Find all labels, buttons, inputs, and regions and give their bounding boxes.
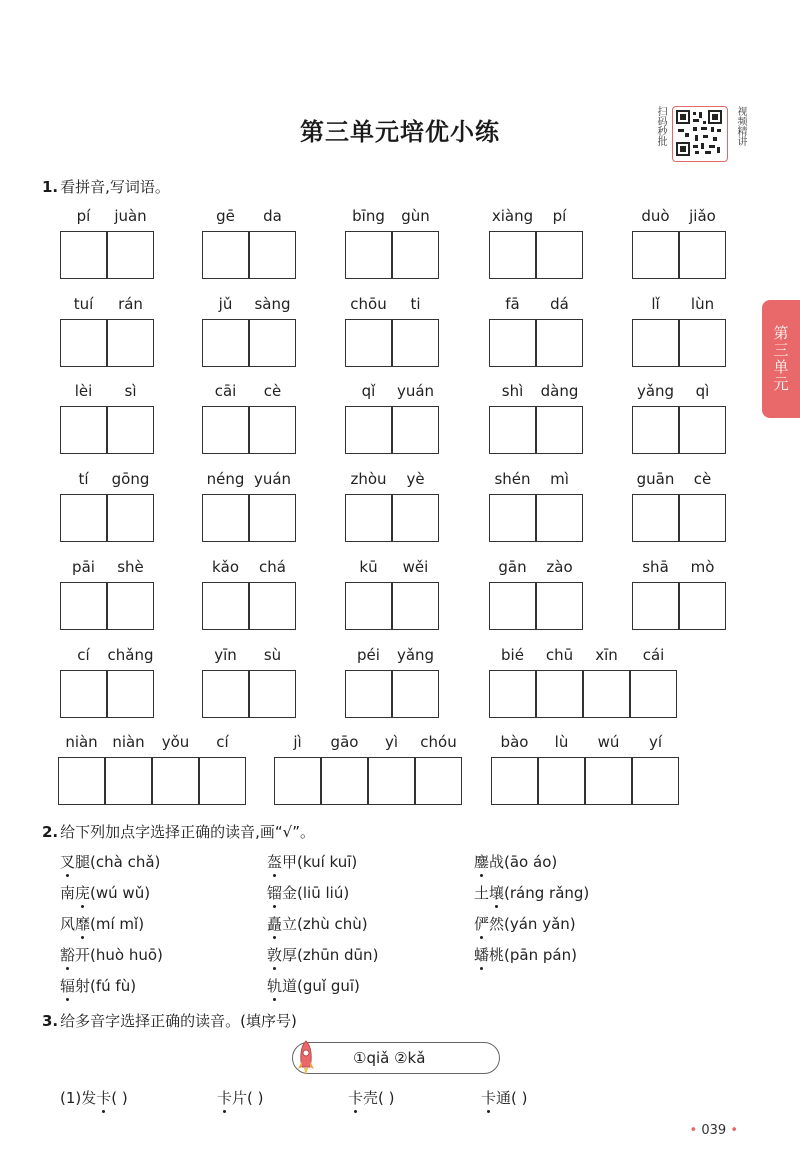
pinyin-label: xiàng	[491, 207, 534, 225]
unit-side-tab: 第三单元	[762, 300, 800, 418]
dotted-character: 鏖	[474, 853, 490, 871]
pinyin-label: lù	[554, 733, 569, 751]
pinyin-label: yīn	[214, 646, 237, 664]
pinyin-label: lèi	[74, 382, 93, 400]
pinyin-label: bié	[501, 646, 524, 664]
polyphone-item: 卡通( )	[481, 1089, 528, 1107]
pinyin-label: pí	[552, 207, 567, 225]
dotted-character: 叉	[60, 853, 76, 871]
pinyin-label: ti	[410, 295, 421, 313]
pinyin-label: kǎo	[211, 558, 240, 576]
pinyin-label: yì	[384, 733, 399, 751]
pinyin-label: yǎng	[636, 382, 675, 400]
pinyin-label: guān	[636, 470, 675, 488]
pronunciation-item: 土壤(ráng rǎng)	[474, 884, 590, 902]
pinyin-label: chǎng	[107, 646, 154, 664]
pronunciation-item: 盔甲(kuí kuī)	[267, 853, 358, 871]
q1-heading-text: 看拼音,写词语。	[60, 178, 170, 196]
pinyin-label: péi	[357, 646, 380, 664]
pinyin-label: cè	[263, 382, 282, 400]
pinyin-label: dàng	[540, 382, 579, 400]
pinyin-label: qì	[695, 382, 710, 400]
qr-right-label: 视频精讲	[735, 106, 746, 146]
pronunciation-item: 蟠桃(pān pán)	[474, 946, 577, 964]
pinyin-label: zào	[546, 558, 573, 576]
pinyin-label: kū	[359, 558, 378, 576]
q3-heading-text: 给多音字选择正确的读音。(填序号)	[60, 1012, 297, 1030]
dotted-character: 卡	[348, 1089, 364, 1107]
polyphone-item: 卡壳( )	[348, 1089, 395, 1107]
pinyin-label: cí	[77, 646, 90, 664]
pinyin-label: shè	[117, 558, 144, 576]
pinyin-label: gōng	[111, 470, 150, 488]
pinyin-label: dá	[550, 295, 569, 313]
pinyin-label: juàn	[114, 207, 147, 225]
dotted-character: 靡	[75, 915, 91, 933]
dotted-character: 卡	[481, 1089, 497, 1107]
pinyin-label: cái	[642, 646, 665, 664]
pinyin-label: lǐ	[651, 295, 660, 313]
pinyin-label: chū	[545, 646, 574, 664]
dotted-character: 豁	[60, 946, 76, 964]
dotted-character: 蟠	[474, 946, 490, 964]
pinyin-label: duò	[641, 207, 670, 225]
q3-number: 3.	[42, 1012, 59, 1030]
dotted-character: 卡	[217, 1089, 233, 1107]
pinyin-label: chōu	[350, 295, 387, 313]
dotted-character: 矗	[267, 915, 283, 933]
pronunciation-item: 敦厚(zhūn dūn)	[267, 946, 379, 964]
pinyin-label: cè	[693, 470, 712, 488]
pinyin-label: tí	[78, 470, 89, 488]
page-number-text: 039	[701, 1123, 727, 1138]
pinyin-label: chóu	[420, 733, 457, 751]
pinyin-label: chá	[259, 558, 286, 576]
pinyin-label: tuí	[73, 295, 94, 313]
pinyin-label: sàng	[254, 295, 291, 313]
pinyin-label: néng	[206, 470, 245, 488]
pinyin-label: gāo	[330, 733, 359, 751]
pinyin-label: xīn	[595, 646, 618, 664]
page-title: 第三单元培优小练	[300, 118, 500, 146]
pinyin-label: wú	[597, 733, 620, 751]
pinyin-label: niàn	[112, 733, 145, 751]
pinyin-label: gān	[498, 558, 527, 576]
pinyin-label: gē	[216, 207, 235, 225]
pronunciation-item: 南庑(wú wǔ)	[60, 884, 151, 902]
pinyin-label: mò	[690, 558, 715, 576]
pronunciation-item: 俨然(yán yǎn)	[474, 915, 576, 933]
pinyin-label: niàn	[65, 733, 98, 751]
pinyin-label: jǔ	[218, 295, 233, 313]
dotted-character: 轨	[267, 977, 283, 995]
pinyin-label: qǐ	[361, 382, 376, 400]
pinyin-label: da	[263, 207, 282, 225]
polyphone-item: 卡片( )	[217, 1089, 264, 1107]
dotted-character: 敦	[267, 946, 283, 964]
pinyin-label: pí	[76, 207, 91, 225]
polyphone-item: (1)发卡( )	[60, 1089, 128, 1107]
pinyin-label: yè	[406, 470, 425, 488]
dotted-character: 壤	[489, 884, 505, 902]
dotted-character: 卡	[96, 1089, 112, 1107]
pinyin-label: yí	[648, 733, 663, 751]
pronunciation-item: 矗立(zhù chù)	[267, 915, 368, 933]
pinyin-label: shā	[642, 558, 669, 576]
pinyin-label: rán	[118, 295, 143, 313]
pinyin-label: jì	[293, 733, 302, 751]
pronunciation-item: 风靡(mí mǐ)	[60, 915, 145, 933]
pinyin-label: wěi	[402, 558, 429, 576]
pinyin-label: sù	[263, 646, 282, 664]
dotted-character: 盔	[267, 853, 283, 871]
q2-number: 2.	[42, 823, 59, 841]
pinyin-label: cāi	[214, 382, 237, 400]
pinyin-label: jiǎo	[689, 207, 716, 225]
pinyin-label: lùn	[690, 295, 715, 313]
pinyin-label: sì	[124, 382, 137, 400]
pronunciation-item: 叉腿(chà chǎ)	[60, 853, 161, 871]
pinyin-label: yǎng	[396, 646, 435, 664]
page-number: • 039 •	[689, 1123, 738, 1138]
qr-left-label: 扫码秒批	[655, 106, 666, 146]
pronunciation-item: 鏖战(āo áo)	[474, 853, 558, 871]
dotted-character: 镏	[267, 884, 283, 902]
pinyin-label: bào	[500, 733, 529, 751]
dotted-character: 辐	[60, 977, 76, 995]
pinyin-label: shén	[494, 470, 531, 488]
options-text: ①qiǎ ②kǎ	[353, 1049, 426, 1067]
dotted-character: 庑	[75, 884, 91, 902]
pronunciation-item: 轨道(guǐ guī)	[267, 977, 360, 995]
pinyin-label: yuán	[253, 470, 292, 488]
dotted-character: 俨	[474, 915, 490, 933]
pinyin-label: fā	[505, 295, 520, 313]
pinyin-label: yǒu	[161, 733, 190, 751]
q2-heading-text: 给下列加点字选择正确的读音,画“√”。	[60, 823, 316, 841]
pinyin-label: zhòu	[350, 470, 387, 488]
pronunciation-item: 镏金(liū liú)	[267, 884, 350, 902]
pinyin-label: mì	[550, 470, 569, 488]
q1-number: 1.	[42, 178, 59, 196]
pronunciation-item: 辐射(fú fù)	[60, 977, 137, 995]
pinyin-label: bīng	[352, 207, 385, 225]
pinyin-label: pāi	[72, 558, 95, 576]
pinyin-label: shì	[501, 382, 524, 400]
pinyin-label: cí	[216, 733, 229, 751]
pronunciation-item: 豁开(huò huō)	[60, 946, 163, 964]
pinyin-label: gùn	[401, 207, 430, 225]
pinyin-label: yuán	[396, 382, 435, 400]
